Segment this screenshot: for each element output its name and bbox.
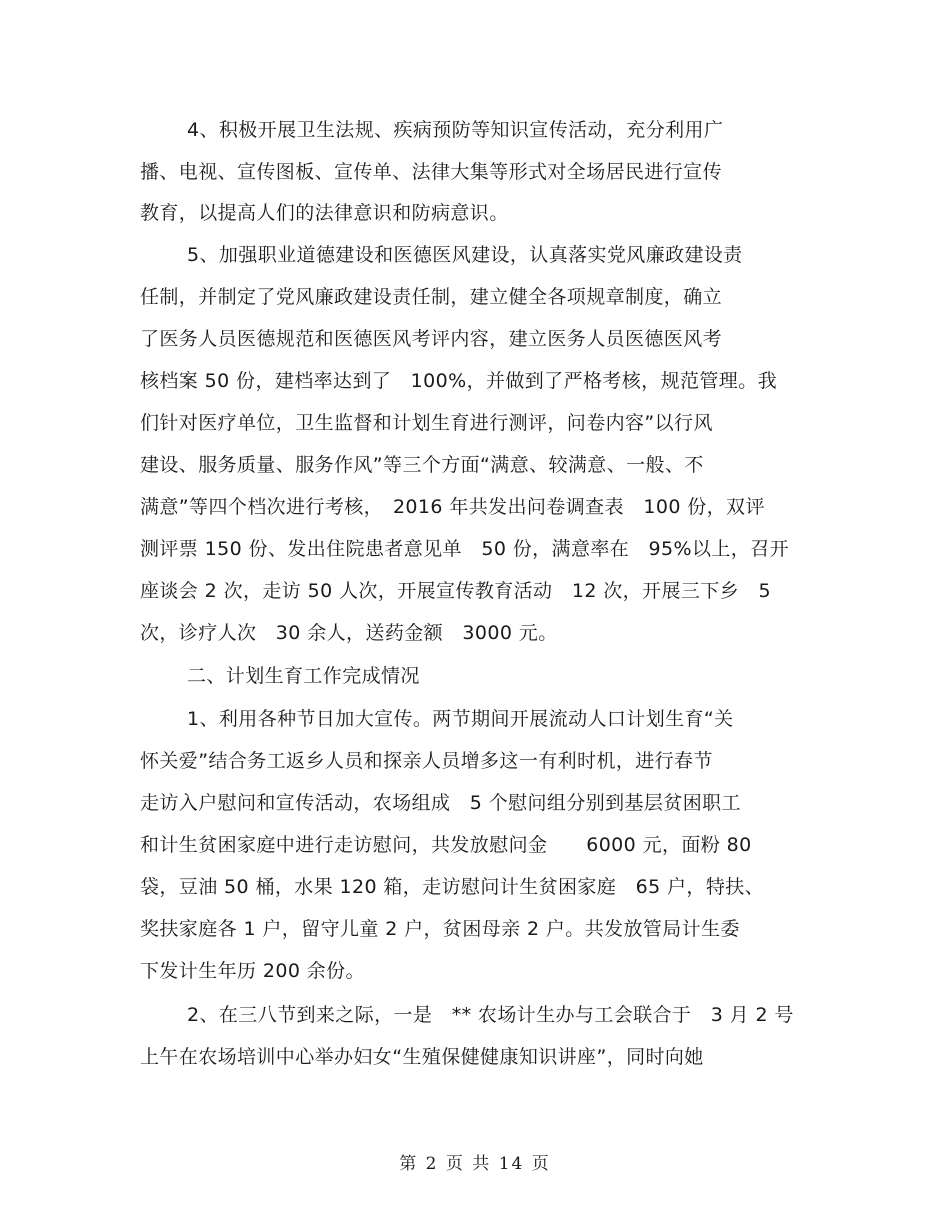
paragraph-line: 1、利用各种节日加大宣传。两节期间开展流动人口计划生育“关 [187,708,734,730]
paragraph-line: 们针对医疗单位，卫生监督和计划生育进行测评，问卷内容”以行风 [140,412,713,434]
paragraph-line: 座谈会 2 次，走访 50 人次，开展宣传教育活动 12 次，开展三下乡 5 [140,580,771,602]
paragraph-line: 上午在农场培训中心举办妇女“生殖保健健康知识讲座”，同时向她 [140,1046,704,1068]
paragraph-line: 核档案 50 份，建档率达到了 100%，并做到了严格考核，规范管理。我 [140,370,777,392]
paragraph-line: 建设、服务质量、服务作风”等三个方面“满意、较满意、一般、不 [140,454,704,476]
paragraph-line: 袋，豆油 50 桶，水果 120 箱，走访慰问计生贫困家庭 65 户，特扶、 [140,876,765,898]
paragraph-line: 怀关爱”结合务工返乡人员和探亲人员增多这一有利时机，进行春节 [140,750,713,772]
paragraph-line: 任制，并制定了党风廉政建设责任制，建立健全各项规章制度，确立 [140,286,723,308]
paragraph-line: 和计生贫困家庭中进行走访慰问，共发放慰问金 6000 元，面粉 80 [140,834,752,856]
paragraph-line: 了医务人员医德规范和医德医风考评内容，建立医务人员医德医风考 [140,328,723,350]
paragraph-line: 奖扶家庭各 1 户，留守儿童 2 户，贫困母亲 2 户。共发放管局计生委 [140,918,740,940]
paragraph-line: 测评票 150 份、发出住院患者意见单 50 份，满意率在 95%以上，召开 [140,538,789,560]
paragraph-line: 教育，以提高人们的法律意识和防病意识。 [140,202,509,224]
section-heading: 二、计划生育工作完成情况 [187,665,420,687]
paragraph-line: 4、积极开展卫生法规、疾病预防等知识宣传活动，充分利用广 [187,119,724,141]
paragraph-line: 满意”等四个档次进行考核， 2016 年共发出问卷调查表 100 份，双评 [140,496,765,518]
paragraph-line: 播、电视、宣传图板、宣传单、法律大集等形式对全场居民进行宣传 [140,161,723,183]
paragraph-line: 下发计生年历 200 余份。 [140,960,365,982]
paragraph-line: 走访入户慰问和宣传活动，农场组成 5 个慰问组分别到基层贫困职工 [140,792,741,814]
paragraph-line: 5、加强职业道德建设和医德医风建设，认真落实党风廉政建设责 [187,244,743,266]
paragraph-line: 次，诊疗人次 30 余人，送药金额 3000 元。 [140,622,558,644]
page-number-footer: 第 2 页 共 14 页 [399,1154,551,1174]
paragraph-line: 2、在三八节到来之际，一是 ** 农场计生办与工会联合于 3 月 2 号 [187,1004,794,1026]
